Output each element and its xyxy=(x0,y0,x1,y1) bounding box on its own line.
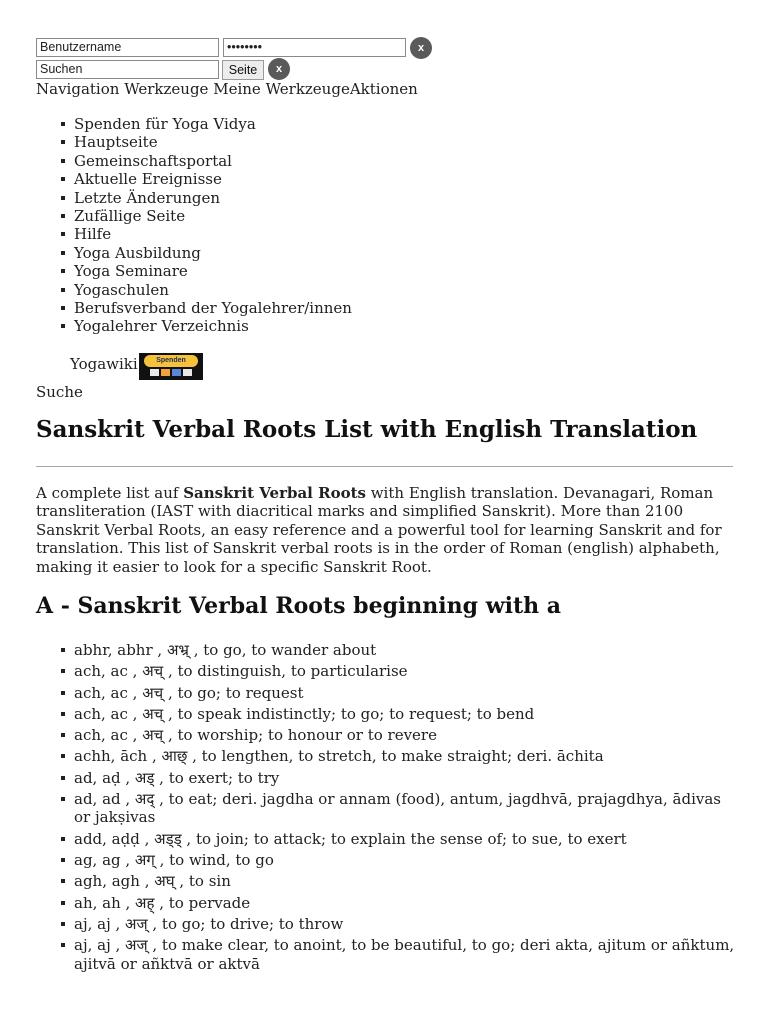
root-list-item: aj, aj , अज् , to make clear, to anoint, to be beautiful, to go; deri akta, ajitum or añktum, ajitvā or añktvā or aktvā xyxy=(74,936,739,973)
root-list-item: add, aḍḍ , अड्ड् , to join; to attack; to explain the sense of; to sue, to exert xyxy=(74,830,739,848)
root-list-item: aj, aj , अज् , to go; to drive; to throw xyxy=(74,915,739,933)
menu-tools[interactable]: Werkzeuge xyxy=(124,80,209,98)
nav-item[interactable]: Yoga Ausbildung xyxy=(74,244,352,262)
donate-button[interactable] xyxy=(139,353,203,380)
root-list-item: agh, agh , अघ् , to sin xyxy=(74,872,739,890)
menu-my-tools[interactable]: Meine Werkzeuge xyxy=(213,80,350,98)
intro-text-start: A complete list auf xyxy=(36,484,184,502)
menu-actions[interactable]: Aktionen xyxy=(349,80,418,98)
donate-button-label: Spenden xyxy=(144,355,198,367)
nav-item[interactable]: Gemeinschaftsportal xyxy=(74,152,352,170)
username-field[interactable]: Benutzername xyxy=(36,38,219,57)
nav-item[interactable]: Letzte Änderungen xyxy=(74,189,352,207)
intro-text-rest: with English translation. Devanagari, Roman transliteration (IAST with diacritical marks and simplified Sanskrit). More than 2100 Sanskrit Verbal Roots, an easy reference and a powerful tool for learning Sanskrit and for translation. This list of Sanskrit verbal roots is in the order of Roman (english) alphabeth, making it easier to look for a specific Sanskrit Root. xyxy=(36,484,722,576)
nav-item[interactable]: Yogalehrer Verzeichnis xyxy=(74,317,352,335)
nav-item[interactable]: Yoga Seminare xyxy=(74,262,352,280)
site-logo-link[interactable]: Yogawiki xyxy=(70,355,138,373)
root-list-item: ad, aḍ , अड् , to exert; to try xyxy=(74,769,739,787)
root-list-item: ad, ad , अद् , to eat; deri. jagdha or annam (food), antum, jagdhvā, prajagdhya, ādivas or jakṣivas xyxy=(74,790,739,827)
nav-item[interactable]: Berufsverband der Yogalehrer/innen xyxy=(74,298,352,317)
intro-paragraph xyxy=(36,484,736,576)
section-heading: A - Sanskrit Verbal Roots beginning with a xyxy=(36,593,562,619)
roots-list xyxy=(74,641,739,976)
nav-item[interactable]: Spenden für Yoga Vidya xyxy=(74,115,352,133)
payment-cards-icon xyxy=(144,369,198,376)
root-list-item: ach, ac , अच् , to worship; to honour or to revere xyxy=(74,726,739,744)
nav-item[interactable]: Zufällige Seite xyxy=(74,207,352,225)
search-heading: Suche xyxy=(36,383,83,401)
intro-bold-term: Sanskrit Verbal Roots xyxy=(183,484,366,502)
nav-item[interactable]: Yogaschulen xyxy=(74,281,352,299)
search-input[interactable]: Suchen xyxy=(36,60,219,79)
root-list-item: abhr, abhr , अभ्र् , to go, to wander about xyxy=(74,641,739,659)
root-list-item: ach, ac , अच् , to go; to request xyxy=(74,684,739,702)
close-login-button[interactable]: x xyxy=(410,37,432,59)
password-field[interactable]: •••••••• xyxy=(223,38,406,57)
search-go-button[interactable]: Seite xyxy=(222,60,264,80)
title-divider xyxy=(36,466,733,467)
nav-item[interactable]: Aktuelle Ereignisse xyxy=(74,170,352,188)
root-list-item: ah, ah , अह् , to pervade xyxy=(74,894,739,912)
navigation-list xyxy=(74,115,352,336)
root-list-item: ach, ac , अच् , to distinguish, to particularise xyxy=(74,662,739,680)
close-search-button[interactable]: x xyxy=(268,58,290,80)
root-list-item: achh, āch , आछ् , to lengthen, to stretch, to make straight; deri. āchita xyxy=(74,747,739,765)
root-list-item: ag, ag , अग् , to wind, to go xyxy=(74,851,739,869)
menu-bar xyxy=(36,80,418,98)
menu-navigation[interactable]: Navigation xyxy=(36,80,120,98)
root-list-item: ach, ac , अच् , to speak indistinctly; to go; to request; to bend xyxy=(74,705,739,723)
nav-item[interactable]: Hauptseite xyxy=(74,133,352,151)
nav-item[interactable]: Hilfe xyxy=(74,225,352,243)
page-title: Sanskrit Verbal Roots List with English Translation xyxy=(36,416,698,443)
